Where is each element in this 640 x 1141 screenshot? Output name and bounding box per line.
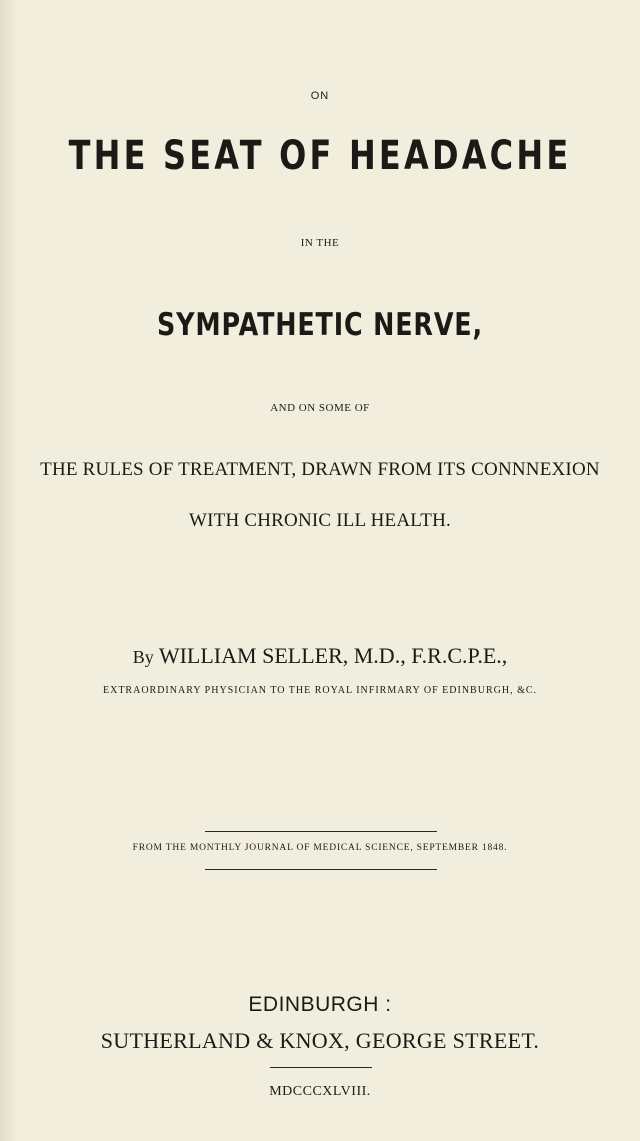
divider-rule-short	[270, 1067, 372, 1068]
subtitle-line-1: THE RULES OF TREATMENT, DRAWN FROM ITS CONNNEXION	[40, 459, 600, 480]
imprint-city: EDINBURGH :	[248, 993, 392, 1016]
author-position: EXTRAORDINARY PHYSICIAN TO THE ROYAL INFIRMARY OF EDINBURGH, &C.	[102, 685, 538, 696]
divider-rule-top	[205, 831, 437, 832]
imprint-date: MDCCCXLVIII.	[269, 1084, 371, 1099]
imprint-publisher: SUTHERLAND & KNOX, GEORGE STREET.	[100, 1028, 540, 1053]
by-prefix: By	[132, 647, 154, 667]
connector-and-on-some-of: AND ON SOME OF	[270, 402, 370, 414]
main-title: THE SEAT OF HEADACHE	[68, 133, 572, 179]
subtitle-line-2: WITH CHRONIC ILL HEALTH.	[189, 510, 451, 531]
divider-rule-bottom	[205, 869, 437, 870]
preposition-on: ON	[310, 90, 330, 102]
source-note: FROM THE MONTHLY JOURNAL OF MEDICAL SCIENCE, SEPTEMBER 1848.	[132, 843, 508, 853]
connector-in-the: IN THE	[300, 237, 340, 249]
subject-heading: SYMPATHETIC NERVE,	[157, 307, 483, 343]
author-line	[0, 643, 640, 669]
author-name: WILLIAM SELLER, M.D., F.R.C.P.E.,	[158, 643, 508, 668]
